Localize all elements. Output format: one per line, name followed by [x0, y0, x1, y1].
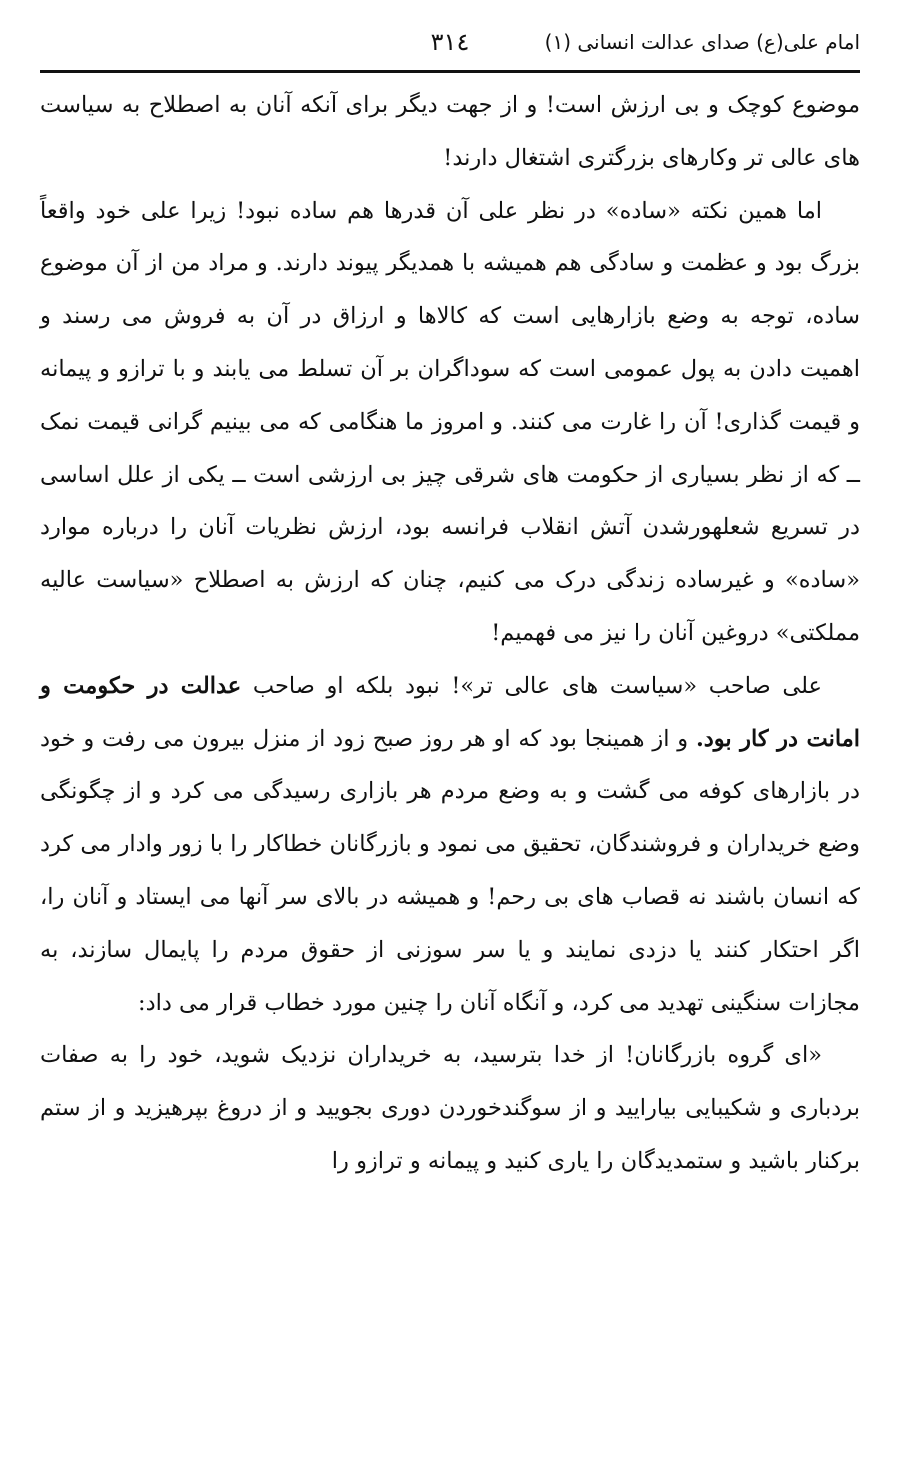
paragraph-3: [40, 660, 860, 1030]
page-header: [40, 22, 860, 70]
running-title: امام علی(ع) صدای عدالت انسانی (۱): [544, 30, 860, 54]
body-text: [40, 79, 860, 1188]
paragraph-3-bold: عدالت در حکومت و امانت در کار بود.: [40, 672, 860, 752]
paragraph-3-part-2: و از همینجا بود که او هر روز صبح زود از منزل بیرون می رفت و خود در بازارهای کوفه می گشت و به وضع مردم هر بازاری رسیدگی می کرد و از چگونگی وضع خریداران و فروشندگان، تحقیق می نمود و بازرگانان خطاکار را با زور وادار می کرد که انسان باشند نه قصاب های بی رحم! و همیشه در بالای سر آنها می ایستاد و آنان را، اگر احتکار کنند یا دزدی نمایند و یا سر سوزنی از حقوق مردم را پایمال سازند، به مجازات سنگینی تهدید می کرد، و آنگاه آنان را چنین مورد خطاب قرار می داد:: [40, 725, 860, 1016]
paragraph-2: اما همین نکته «ساده» در نظر علی آن قدرها هم ساده نبود! زیرا علی خود واقعاً بزرگ بود و عظمت و سادگی هم همیشه با همدیگر پیوند دارند. و مراد من از آن موضوع ساده، توجه به وضع بازارهایی است که کالاها و ارزاق در آن به فروش می رسند و اهمیت دادن به پول عمومی است که سوداگران بر آن تسلط می یابند و با ترازو و پیمانه و قیمت گذاری! آن را غارت می کنند. و امروز ما هنگامی که می بینیم گرانی قیمت نمک ــ که از نظر بسیاری از حکومت های شرقی چیز بی ارزشی است ــ یکی از علل اساسی در تسریع شعلهورشدن آتش انقلاب فرانسه بود، ارزش نظریات آنان را درباره موارد «ساده» و غیرساده زندگی درک می کنیم، چنان که ارزش به اصطلاح «سیاست عالیه مملکتی» دروغین آنان را نیز می فهمیم!: [40, 197, 860, 646]
paragraph-3-part-1: علی صاحب «سیاست های عالی تر»! نبود بلکه او صاحب: [241, 672, 822, 699]
paragraph-1: موضوع کوچک و بی ارزش است! و از جهت دیگر برای آنکه آنان به اصطلاح به سیاست های عالی تر وکارهای بزرگتری اشتغال دارند!: [40, 92, 860, 171]
book-page: [40, 22, 860, 1188]
paragraph-4: «ای گروه بازرگانان! از خدا بترسید، به خریداران نزدیک شوید، خود را به صفات بردباری و شکیبایی بیارایید و از سوگندخوردن دوری بجویید و از دروغ بپرهیزید و از ستم برکنار باشید و ستمدیدگان را یاری کنید و پیمانه و ترازو را: [40, 1042, 860, 1174]
page-number: ٣١٤: [430, 28, 470, 56]
header-rule: [40, 70, 860, 73]
